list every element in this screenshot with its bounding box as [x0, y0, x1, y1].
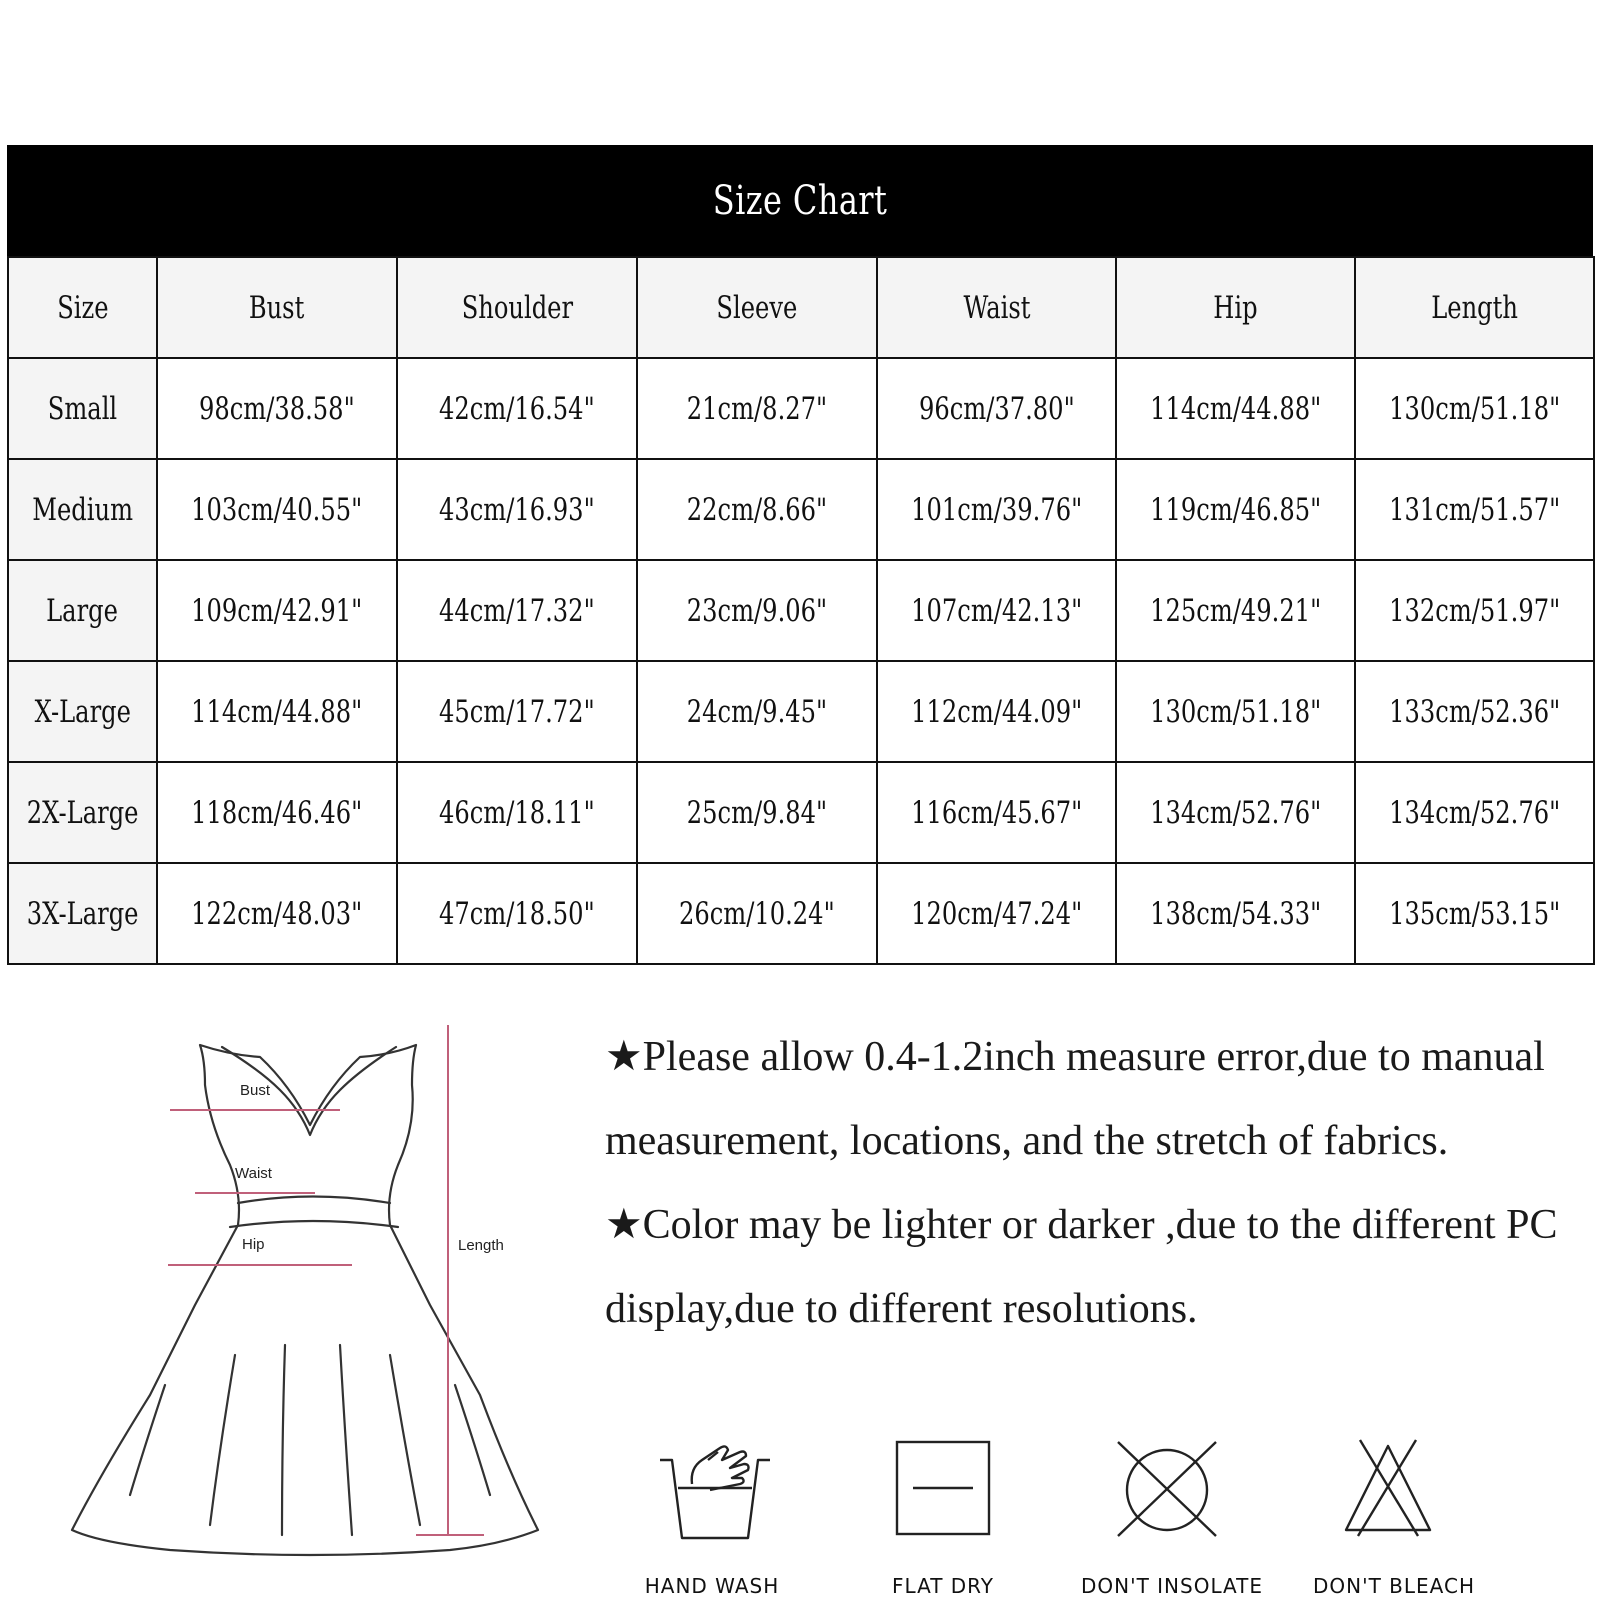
table-row	[8, 661, 1594, 762]
measurement-cell: 116cm/45.67"	[877, 762, 1116, 863]
measurement-cell: 134cm/52.76"	[1355, 762, 1594, 863]
dress-fold-line	[455, 1385, 490, 1495]
table-row	[8, 560, 1594, 661]
size-name-cell: 2X-Large	[8, 762, 157, 863]
size-chart-table	[7, 145, 1593, 965]
table-row	[8, 459, 1594, 560]
waist-label: Waist	[235, 1165, 272, 1182]
size-name-cell: 3X-Large	[8, 863, 157, 964]
table-header-row	[8, 257, 1594, 358]
measurement-cell: 44cm/17.32"	[397, 560, 637, 661]
table-row	[8, 762, 1594, 863]
table-row	[8, 863, 1594, 964]
measurement-cell: 112cm/44.09"	[877, 661, 1116, 762]
header-length: Length	[1355, 257, 1594, 358]
dress-fold-line	[210, 1355, 235, 1525]
header-sleeve: Sleeve	[637, 257, 877, 358]
flat-dry-label: FLAT DRY	[891, 1574, 995, 1598]
dress-waistband	[238, 1197, 390, 1204]
size-chart-title-bar	[7, 145, 1593, 256]
measurement-cell: 132cm/51.97"	[1355, 560, 1594, 661]
measurement-cell: 114cm/44.88"	[1116, 358, 1355, 459]
header-bust: Bust	[157, 257, 397, 358]
size-name-cell: Medium	[8, 459, 157, 560]
hand-wash-label: HAND WASH	[644, 1574, 780, 1598]
header-shoulder: Shoulder	[397, 257, 637, 358]
dont-insolate-label: DON'T INSOLATE	[1080, 1574, 1264, 1598]
dress-waistband-lower	[230, 1221, 398, 1227]
measurement-cell: 120cm/47.24"	[877, 863, 1116, 964]
dont-bleach-label: DON'T BLEACH	[1312, 1574, 1476, 1598]
size-name-cell: Large	[8, 560, 157, 661]
measurement-cell: 130cm/51.18"	[1355, 358, 1594, 459]
header-hip: Hip	[1116, 257, 1355, 358]
hand-wash-icon	[650, 1438, 780, 1548]
measurement-cell: 21cm/8.27"	[637, 358, 877, 459]
measurement-cell: 101cm/39.76"	[877, 459, 1116, 560]
measurement-cell: 131cm/51.57"	[1355, 459, 1594, 560]
measurement-cell: 96cm/37.80"	[877, 358, 1116, 459]
measurement-cell: 114cm/44.88"	[157, 661, 397, 762]
table-row	[8, 358, 1594, 459]
measurement-cell: 24cm/9.45"	[637, 661, 877, 762]
bust-label: Bust	[240, 1082, 271, 1099]
size-table-grid	[7, 256, 1595, 965]
dress-fold-line	[130, 1385, 165, 1495]
dress-measurement-diagram	[60, 1025, 560, 1585]
measurement-cell: 23cm/9.06"	[637, 560, 877, 661]
header-size: Size	[8, 257, 157, 358]
measurement-cell: 42cm/16.54"	[397, 358, 637, 459]
flat-dry-icon	[893, 1438, 993, 1538]
measurement-cell: 134cm/52.76"	[1116, 762, 1355, 863]
note-measure-error: ★Please allow 0.4-1.2inch measure error,due to manual measurement, locations, and the stretch of fabrics.	[605, 1034, 1545, 1164]
hip-label: Hip	[242, 1236, 265, 1253]
dress-fold-line	[282, 1345, 285, 1535]
measurement-cell: 119cm/46.85"	[1116, 459, 1355, 560]
size-name-cell: X-Large	[8, 661, 157, 762]
size-name-cell: Small	[8, 358, 157, 459]
dress-fold-line	[390, 1355, 420, 1525]
length-label: Length	[458, 1237, 504, 1254]
measurement-cell: 45cm/17.72"	[397, 661, 637, 762]
notes-block	[605, 1015, 1585, 1351]
measurement-cell: 118cm/46.46"	[157, 762, 397, 863]
measurement-cell: 125cm/49.21"	[1116, 560, 1355, 661]
dress-bodice-outline	[72, 1045, 538, 1555]
dress-fold-line	[340, 1345, 352, 1535]
measurement-cell: 103cm/40.55"	[157, 459, 397, 560]
measurement-cell: 46cm/18.11"	[397, 762, 637, 863]
measurement-cell: 26cm/10.24"	[637, 863, 877, 964]
measurement-cell: 122cm/48.03"	[157, 863, 397, 964]
measurement-cell: 138cm/54.33"	[1116, 863, 1355, 964]
dont-insolate-icon	[1112, 1438, 1222, 1538]
measurement-cell: 43cm/16.93"	[397, 459, 637, 560]
measurement-cell: 25cm/9.84"	[637, 762, 877, 863]
measurement-cell: 47cm/18.50"	[397, 863, 637, 964]
measurement-cell: 22cm/8.66"	[637, 459, 877, 560]
measurement-cell: 130cm/51.18"	[1116, 661, 1355, 762]
size-chart-title: Size Chart	[712, 177, 888, 224]
measurement-cell: 107cm/42.13"	[877, 560, 1116, 661]
measurement-cell: 98cm/38.58"	[157, 358, 397, 459]
measurement-cell: 109cm/42.91"	[157, 560, 397, 661]
measurement-cell: 135cm/53.15"	[1355, 863, 1594, 964]
header-waist: Waist	[877, 257, 1116, 358]
dont-bleach-icon	[1338, 1438, 1438, 1538]
measurement-cell: 133cm/52.36"	[1355, 661, 1594, 762]
note-color-variance: ★Color may be lighter or darker ,due to the different PC display,due to different resolutions.	[605, 1202, 1558, 1332]
